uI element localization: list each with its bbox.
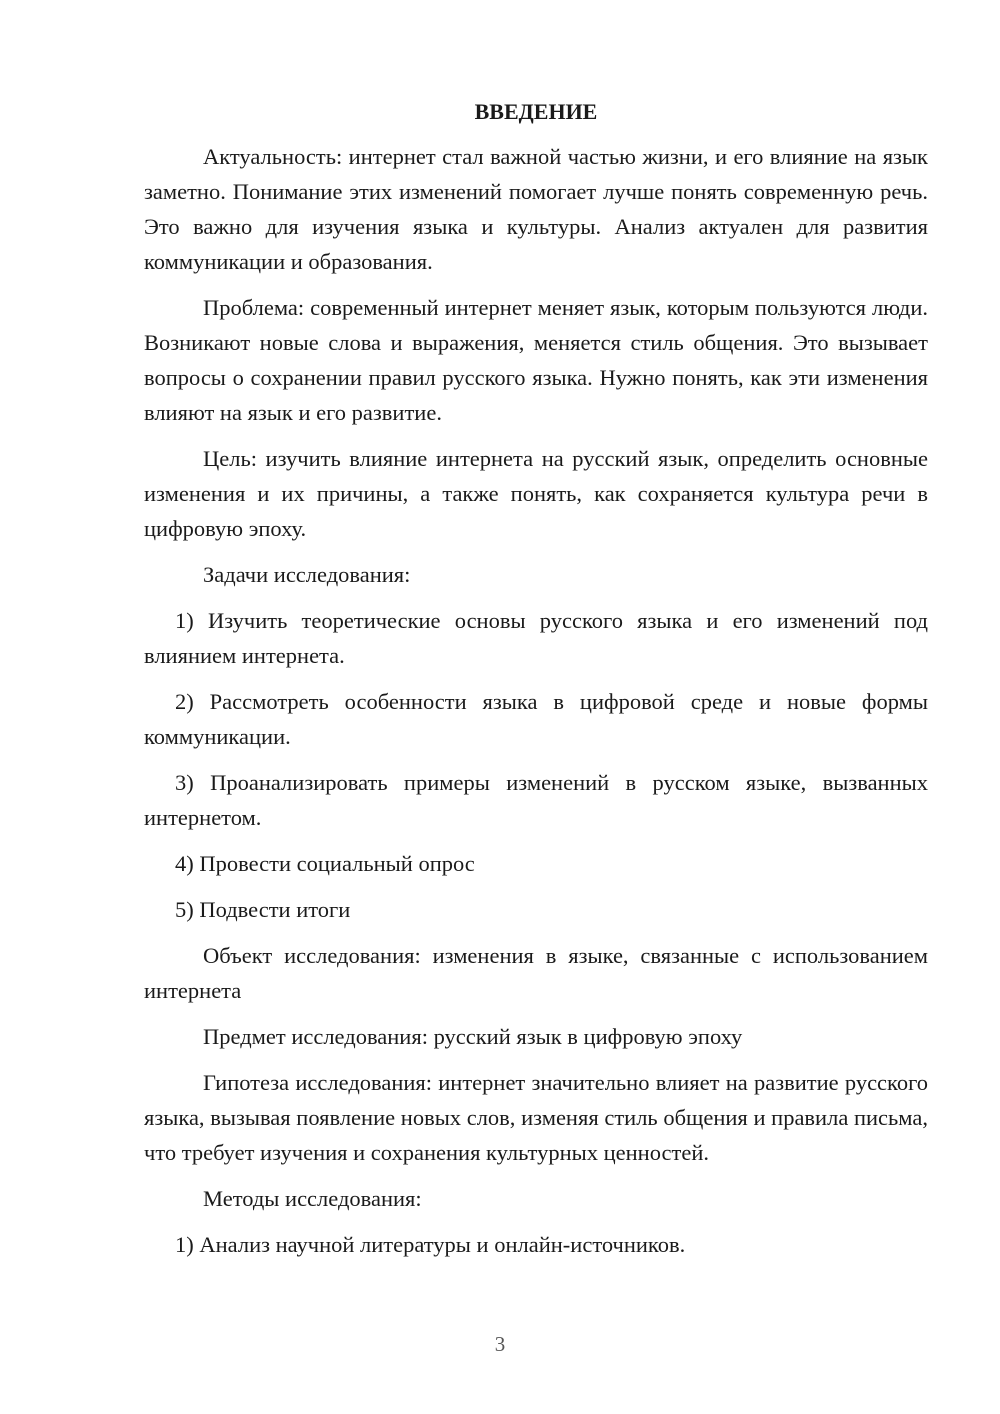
document-page <box>144 94 928 1273</box>
task-item-2: 2) Рассмотреть особенности языка в цифровой среде и новые формы коммуникации. <box>144 689 928 749</box>
section-title: ВВЕДЕНИЕ <box>474 99 598 124</box>
task-item-1: 1) Изучить теоретические основы русского языка и его изменений под влиянием интернета. <box>144 608 928 668</box>
page-number: 3 <box>494 1332 506 1356</box>
task-item-5: 5) Подвести итоги <box>175 897 351 922</box>
hypothesis-paragraph: Гипотеза исследования: интернет значительно влияет на развитие русского языка, вызывая появление новых слов, изменяя стиль общения и правила письма, что требует изучения и сохранения культурных ценностей. <box>144 1070 928 1165</box>
object-paragraph: Объект исследования: изменения в языке, связанные с использованием интернета <box>144 943 928 1003</box>
task-item-4: 4) Провести социальный опрос <box>175 851 475 876</box>
task-item-3: 3) Проанализировать примеры изменений в русском языке, вызванных интернетом. <box>144 770 928 830</box>
goal-paragraph: Цель: изучить влияние интернета на русский язык, определить основные изменения и их причины, а также понять, как сохраняется культура речи в цифровую эпоху. <box>144 446 928 541</box>
methods-heading: Методы исследования: <box>203 1186 422 1211</box>
relevance-paragraph: Актуальность: интернет стал важной частью жизни, и его влияние на язык заметно. Понимание этих изменений помогает лучше понять современную речь. Это важно для изучения языка и культуры. Анализ актуален для развития коммуникации и образования. <box>144 144 928 274</box>
subject-paragraph: Предмет исследования: русский язык в цифровую эпоху <box>203 1024 743 1049</box>
tasks-heading: Задачи исследования: <box>203 562 411 587</box>
problem-paragraph: Проблема: современный интернет меняет язык, которым пользуются люди. Возникают новые слова и выражения, меняется стиль общения. Это вызывает вопросы о сохранении правил русского языка. Нужно понять, как эти изменения влияют на язык и его развитие. <box>144 295 928 425</box>
method-item-1: 1) Анализ научной литературы и онлайн-источников. <box>175 1232 686 1257</box>
